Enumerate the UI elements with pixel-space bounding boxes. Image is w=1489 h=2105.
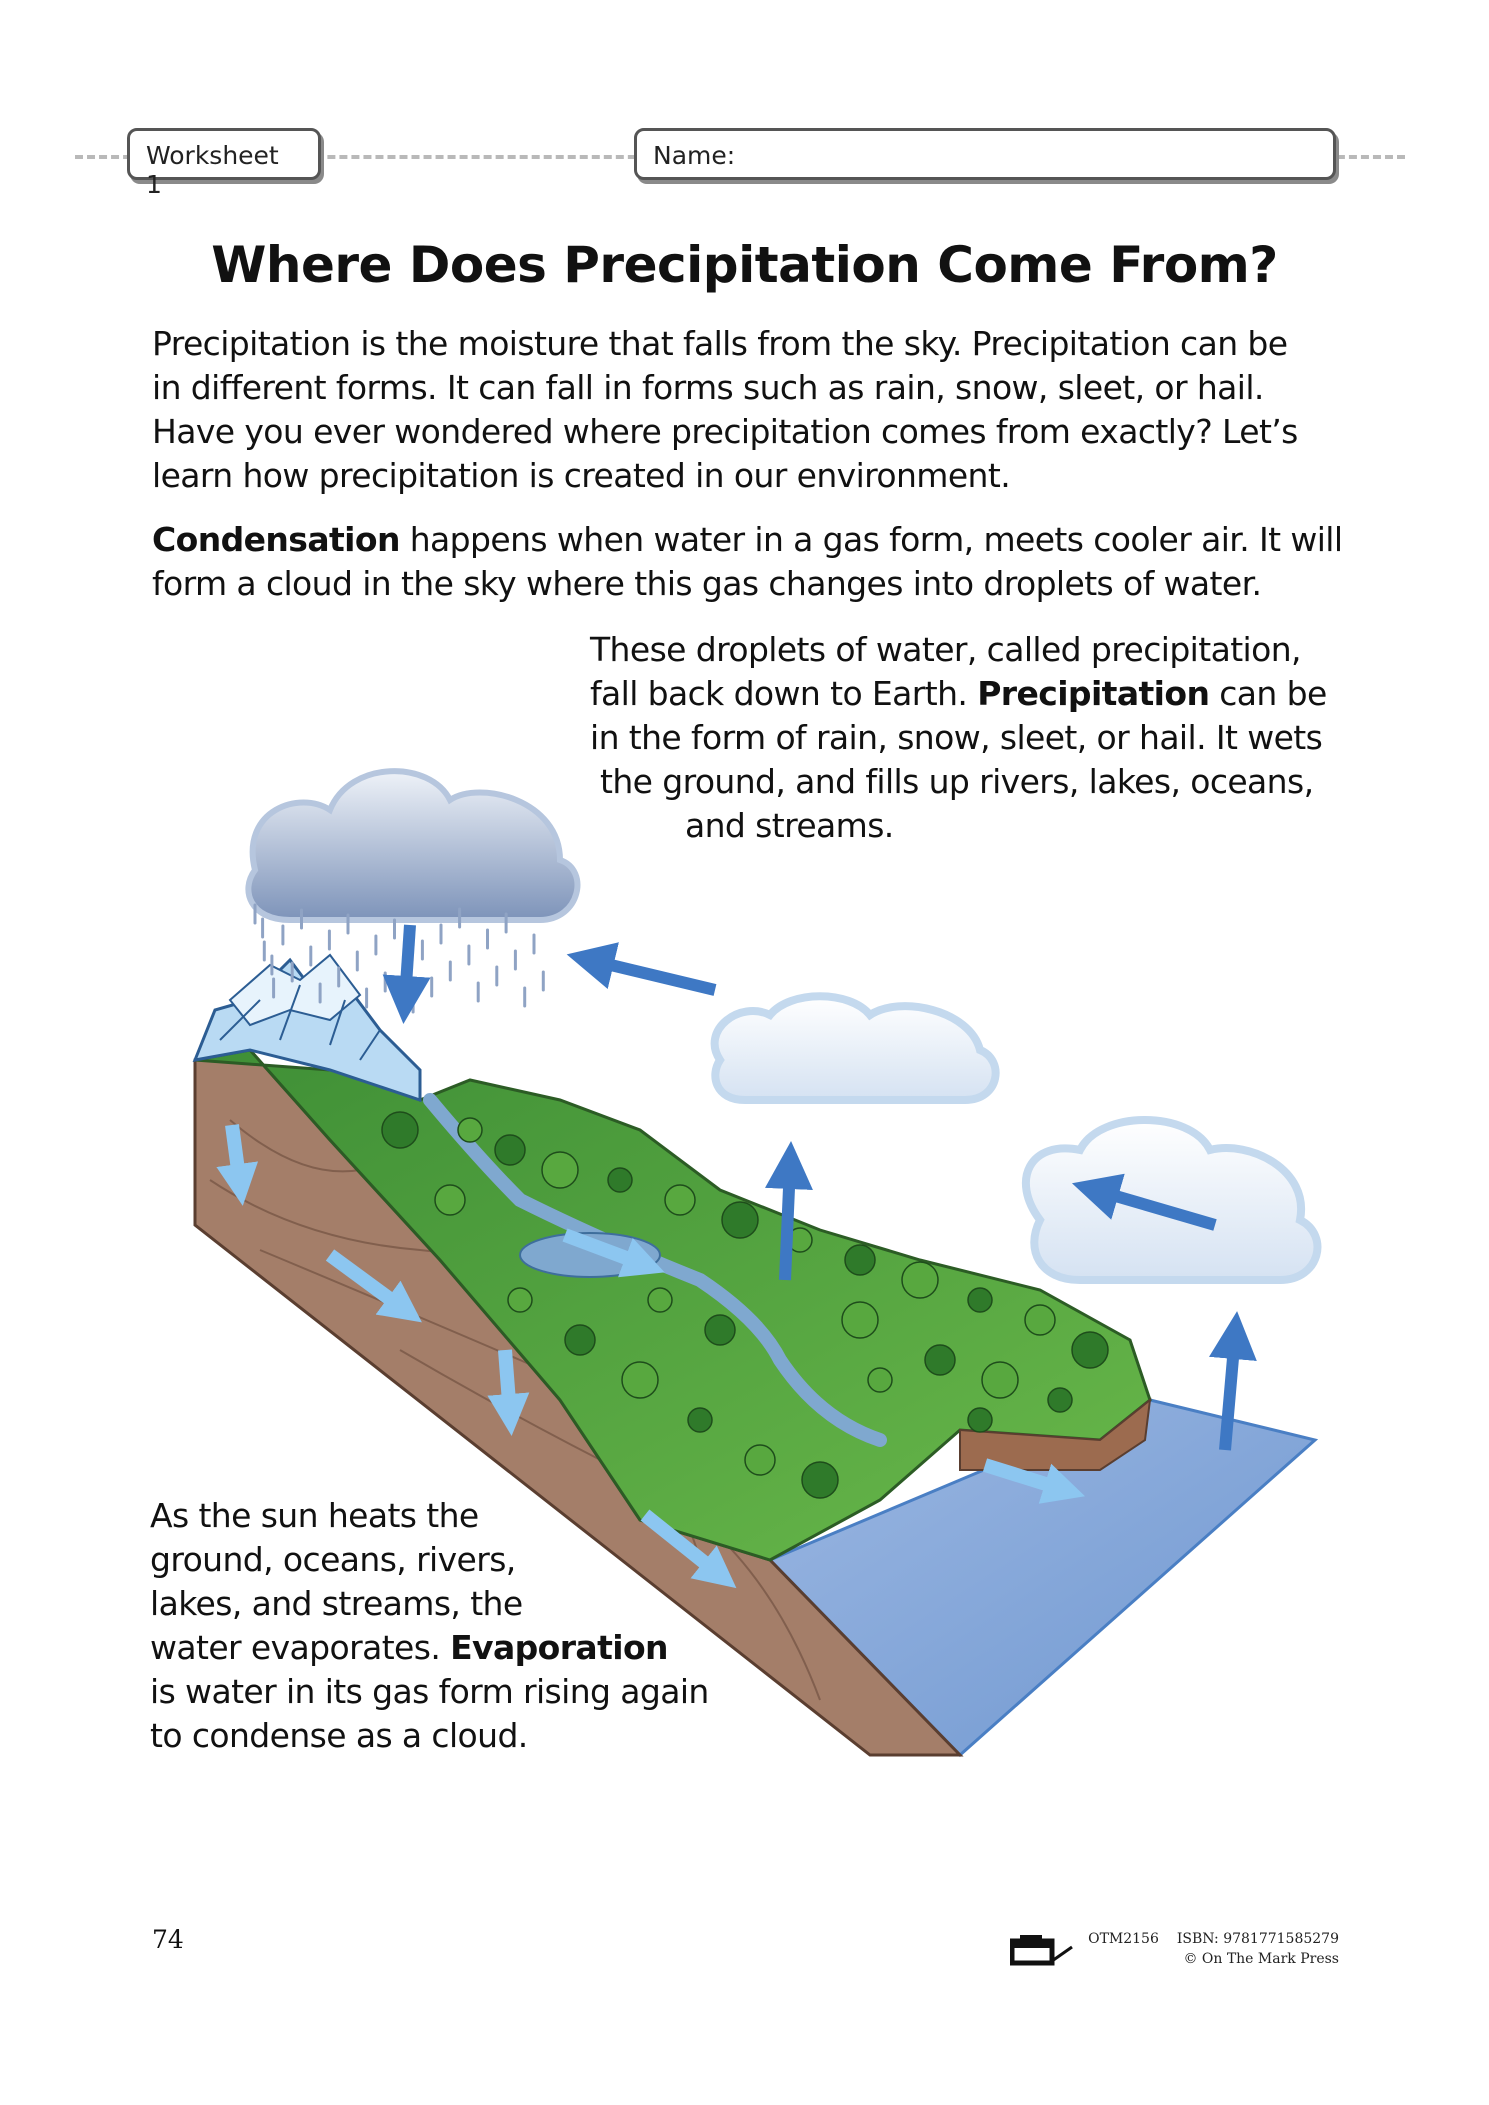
page-title: Where Does Precipitation Come From? [211, 236, 1278, 294]
worksheet-label: Worksheet 1 [146, 141, 279, 199]
evaporation-line: As the sun heats the [150, 1496, 479, 1535]
evaporation-line [150, 1626, 709, 1670]
isbn: ISBN: 9781771585279 [1176, 1931, 1339, 1947]
product-code: OTM2156 [1088, 1931, 1159, 1947]
tree-icon [1048, 1388, 1072, 1412]
precipitation-line: in the form of rain, snow, sleet, or hail. It wets [590, 718, 1323, 757]
tree-icon [608, 1168, 632, 1192]
arrow-icon [785, 1165, 790, 1280]
tree-icon [622, 1362, 658, 1398]
precipitation-line: the ground, and fills up rivers, lakes, oceans, [600, 762, 1314, 801]
evaporation-line: is water in its gas form rising again [150, 1672, 709, 1711]
evaporation-paragraph [150, 1494, 709, 1758]
arrow-icon [405, 925, 410, 1000]
intro-line: Have you ever wondered where precipitation comes from exactly? Let’s [152, 412, 1298, 451]
precipitation-line2-end: can be [1209, 674, 1327, 713]
rain-cloud-icon [248, 771, 577, 920]
condensation-term: Condensation [152, 520, 400, 559]
footer-meta [1070, 1929, 1339, 1969]
cloud-icon [715, 996, 996, 1100]
precipitation-line: These droplets of water, called precipitation, [590, 630, 1301, 669]
tree-icon [745, 1445, 775, 1475]
tree-icon [842, 1302, 878, 1338]
page-number: 74 [152, 1925, 184, 1954]
tree-icon [925, 1345, 955, 1375]
tree-icon [508, 1288, 532, 1312]
tree-icon [982, 1362, 1018, 1398]
tree-icon [542, 1152, 578, 1188]
groundwater-arrow [505, 1350, 510, 1415]
tree-icon [802, 1462, 838, 1498]
tree-icon [902, 1262, 938, 1298]
tree-icon [382, 1112, 418, 1148]
tree-icon [968, 1288, 992, 1312]
precipitation-term: Precipitation [977, 674, 1210, 713]
evaporation-line4-start: water evaporates. [150, 1628, 451, 1667]
evaporation-line: ground, oceans, rivers, [150, 1540, 516, 1579]
evaporation-line: lakes, and streams, the [150, 1584, 523, 1623]
tree-icon [705, 1315, 735, 1345]
tree-icon [1025, 1305, 1055, 1335]
tree-icon [648, 1288, 672, 1312]
tree-icon [435, 1185, 465, 1215]
tree-icon [1072, 1332, 1108, 1368]
precipitation-line: and streams. [685, 806, 894, 845]
precipitation-line2-start: fall back down to Earth. [590, 674, 978, 713]
tree-icon [845, 1245, 875, 1275]
tree-icon [868, 1368, 892, 1392]
evaporation-term: Evaporation [450, 1628, 668, 1667]
tree-icon [665, 1185, 695, 1215]
intro-line: learn how precipitation is created in our environment. [152, 456, 1011, 495]
condensation-line: form a cloud in the sky where this gas changes into droplets of water. [152, 564, 1262, 603]
name-label: Name: [653, 141, 736, 170]
tree-icon [495, 1135, 525, 1165]
condensation-line1-rest: happens when water in a gas form, meets cooler air. It will [399, 520, 1343, 559]
arrow-icon [590, 960, 715, 990]
footer-codes [1070, 1929, 1339, 1949]
cloud-icon [1026, 1120, 1318, 1280]
precipitation-paragraph [590, 628, 1327, 848]
tree-icon [565, 1325, 595, 1355]
tree-icon [688, 1408, 712, 1432]
publisher: © On The Mark Press [1183, 1951, 1339, 1967]
intro-line: in different forms. It can fall in forms such as rain, snow, sleet, or hail. [152, 368, 1264, 407]
precipitation-line [590, 672, 1327, 716]
tree-icon [968, 1408, 992, 1432]
evaporation-line: to condense as a cloud. [150, 1716, 528, 1755]
groundwater-arrow [232, 1125, 240, 1185]
tree-icon [722, 1202, 758, 1238]
intro-line: Precipitation is the moisture that falls from the sky. Precipitation can be [152, 324, 1288, 363]
tree-icon [458, 1118, 482, 1142]
